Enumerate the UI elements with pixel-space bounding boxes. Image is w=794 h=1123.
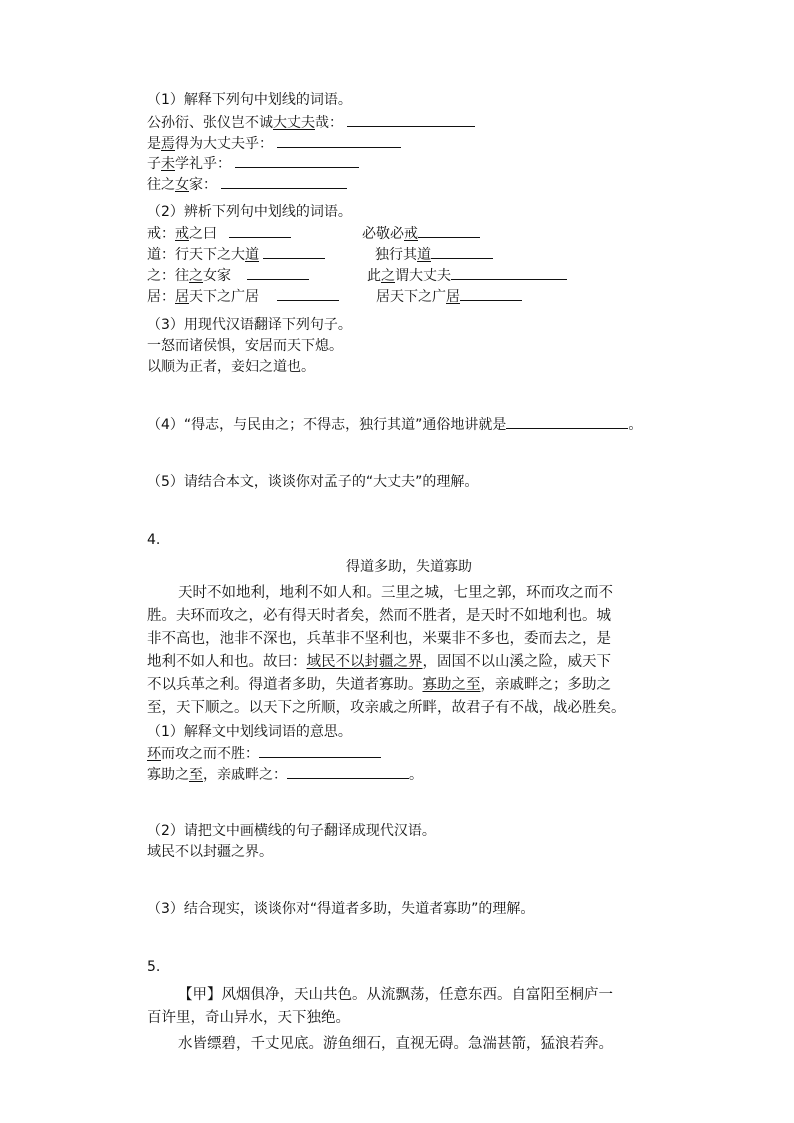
underlined-word: 道 (417, 247, 431, 263)
row-label: 之： (147, 268, 175, 284)
item-pre: 公孙衍、张仪岂不诚 (147, 115, 273, 131)
answer-blank[interactable] (431, 244, 493, 259)
underlined-word: 戒 (175, 226, 189, 242)
phrase: 居天下之广 (376, 289, 446, 305)
q3-part1-item-3 (147, 153, 359, 173)
phrase: 独行其 (375, 247, 417, 263)
answer-blank[interactable] (506, 414, 628, 429)
q5-passage-line-2: 百许里，奇山异水，天下独绝。 (147, 1010, 350, 1026)
underlined-word: 之 (381, 268, 395, 284)
q4-passage-line-2: 胜。夫环而攻之，必有得天时者矣，然而不胜者，是天时不如地利也。城 (147, 608, 611, 624)
item-post: 哉： (315, 115, 343, 131)
item-text: 寡助之 (147, 767, 189, 783)
passage-text: 不以兵革之利。得道者多助，失道者寡助。 (147, 677, 423, 693)
underlined-phrase: 寡助之至 (422, 677, 481, 693)
answer-blank[interactable] (247, 265, 309, 280)
q3-part1-item-2 (147, 133, 401, 153)
answer-blank[interactable] (460, 286, 522, 301)
answer-blank[interactable] (229, 223, 291, 238)
phrase: 行天下之大 (175, 247, 245, 263)
q3-part2-row-1-b (362, 223, 480, 244)
q3-part2-row-4-b (376, 286, 522, 307)
phrase: 必敬必 (362, 226, 404, 242)
answer-blank[interactable] (277, 286, 339, 301)
q4-sub1-item-2 (147, 764, 423, 784)
phrase: 女家 (203, 268, 231, 284)
item-post: 家： (189, 177, 217, 193)
phrase: 此 (367, 268, 381, 284)
underlined-word: 居 (175, 289, 189, 305)
answer-blank[interactable] (418, 223, 480, 238)
passage-text: ，亲戚畔之；多助之 (480, 677, 611, 693)
q4-passage-line-5 (147, 674, 687, 697)
underlined-word: 未 (161, 156, 175, 172)
phrase: 谓大丈夫 (395, 268, 451, 284)
passage-text: ，固国不以山溪之险，威天下 (422, 654, 611, 670)
item-pre: 子 (147, 156, 161, 172)
item-post: 得为大丈夫乎： (175, 136, 273, 152)
answer-blank[interactable] (451, 265, 567, 280)
q4-number: 4. (147, 532, 161, 548)
item-text: ，亲戚畔之： (203, 767, 287, 783)
q3-part2-row-2-a (147, 244, 325, 265)
row-label: 道： (147, 247, 175, 263)
item-pre: 往之 (147, 177, 175, 193)
q4-sub1-item-1 (147, 743, 381, 763)
item-post: 学礼乎： (175, 156, 231, 172)
item-pre: 是 (147, 136, 161, 152)
q3-part2-row-2-b (375, 244, 493, 265)
q4-passage-line-1: 天时不如地利，地利不如人和。三里之城，七里之郭，环而攻之而不 (178, 585, 613, 601)
underlined-word: 之 (189, 268, 203, 284)
q4-sub3-prompt: （3）结合现实，谈谈你对“得道者多助，失道者寡助”的理解。 (147, 901, 535, 917)
prompt-text: （4）“得志，与民由之；不得志，独行其道”通俗地讲就是 (147, 417, 507, 433)
answer-blank[interactable] (277, 133, 401, 148)
q3-part2-row-4-a (147, 286, 339, 307)
period: 。 (409, 767, 423, 783)
q3-part3-sentence-2: 以顺为正者，妾妇之道也。 (147, 359, 315, 375)
underlined-sentence: 域民不以封疆之界 (306, 654, 423, 670)
underlined-word: 居 (446, 289, 460, 305)
q4-sub2-sentence: 域民不以封疆之界。 (147, 844, 273, 860)
passage-text: 地利不如人和也。故曰： (147, 654, 307, 670)
underlined-word: 至 (189, 767, 203, 783)
underlined-word: 环 (147, 746, 161, 762)
underlined-word: 焉 (161, 136, 175, 152)
q3-part2-prompt: （2）辨析下列句中划线的词语。 (147, 204, 352, 220)
answer-blank[interactable] (263, 244, 325, 259)
q3-part3-sentence-1: 一怒而诸侯惧，安居而天下熄。 (147, 338, 343, 354)
q5-passage-line-3: 水皆缥碧，千丈见底。游鱼细石，直视无碍。急湍甚箭，猛浪若奔。 (178, 1036, 613, 1052)
q3-part2-row-3-a (147, 265, 309, 286)
row-label: 戒： (147, 226, 175, 242)
q5-number: 5. (147, 959, 161, 975)
q3-part5-prompt: （5）请结合本文，谈谈你对孟子的“大丈夫”的理解。 (147, 474, 479, 490)
q4-passage-line-4 (147, 651, 687, 674)
q4-sub1-prompt: （1）解释文中划线词语的意思。 (147, 724, 352, 740)
q3-part4-prompt (147, 414, 642, 434)
q4-sub2-prompt: （2）请把文中画横线的句子翻译成现代汉语。 (147, 823, 436, 839)
answer-blank[interactable] (259, 743, 381, 758)
q3-part1-item-1 (147, 112, 475, 132)
q4-passage-line-6: 至，天下顺之。以天下之所顺，攻亲戚之所畔，故君子有不战，战必胜矣。 (147, 700, 626, 716)
phrase: 天下之广居 (189, 289, 259, 305)
phrase: 往 (175, 268, 189, 284)
row-label: 居： (147, 289, 175, 305)
q3-part2-row-1-a (147, 223, 291, 244)
underlined-word: 女 (175, 177, 189, 193)
answer-blank[interactable] (235, 153, 359, 168)
answer-blank[interactable] (287, 764, 409, 779)
q3-part1-prompt: （1）解释下列句中划线的词语。 (147, 92, 352, 108)
period: 。 (628, 417, 643, 433)
q4-passage-line-3: 非不高也，池非不深也，兵革非不坚利也，米粟非不多也，委而去之，是 (147, 631, 611, 647)
underlined-word: 道 (245, 247, 259, 263)
item-text: 而攻之而不胜： (161, 746, 259, 762)
answer-blank[interactable] (347, 112, 475, 127)
phrase: 之曰 (189, 226, 217, 242)
answer-blank[interactable] (221, 174, 347, 189)
underlined-word: 戒 (404, 226, 418, 242)
q3-part3-prompt: （3）用现代汉语翻译下列句子。 (147, 317, 352, 333)
q3-part1-item-4 (147, 174, 347, 194)
q3-part2-row-3-b (367, 265, 567, 286)
q4-passage-title: 得道多助，失道寡助 (346, 559, 472, 575)
underlined-word: 大丈夫 (273, 115, 315, 131)
q5-passage-line-1: 【甲】风烟俱净，天山共色。从流飘荡，任意东西。自富阳至桐庐一 (178, 987, 613, 1003)
